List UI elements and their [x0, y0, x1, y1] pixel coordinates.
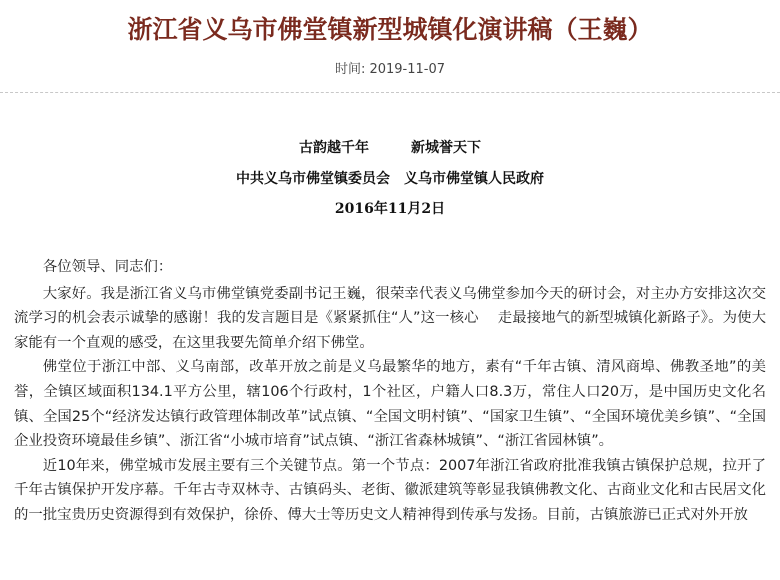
salutation: 各位领导、同志们：	[42, 259, 173, 275]
speech-organizations	[0, 169, 780, 189]
header-divider	[0, 92, 780, 93]
paragraph-development: 近10年来，佛堂城市发展主要有三个关键节点。第一个节点：2007年浙江省政府批准我镇古镇保护总规，拉开了千年古镇保护开发序幕。千年古寺双林寺、古镇码头、老街、徽派建筑等彰显我镇佛教文化、古商业文化和古民居文化的一批宝贵历史资源得到有效保护，徐侨、傅大士等历史文人精神得到传承与发扬。目前，古镇旅游已正式对外开放	[14, 457, 766, 523]
publish-time	[0, 60, 780, 80]
speech-body	[14, 255, 766, 528]
paragraph-intro: 大家好。我是浙江省义乌市佛堂镇党委副书记王巍，很荣幸代表义乌佛堂参加今天的研讨会，对主办方安排这次交流学习的机会表示诚挚的感谢！我的发言题目是《紧紧抓住“人”这一核心 走最接地气的新型城镇化新路子》。为使大家能有一个直观的感受，在这里我要先简单介绍下佛堂。	[14, 285, 766, 351]
org-town-government: 义乌市佛堂镇人民政府	[404, 171, 544, 187]
paragraph-overview: 佛堂位于浙江中部、义乌南部，改革开放之前是义乌最繁华的地方，素有“千年古镇、清风商埠、佛教圣地”的美誉，全镇区域面积134.1平方公里，辖106个行政村，1个社区，户籍人口8.3万，常住人口20万，是中国历史文化名镇、全国25个“经济发达镇行政管理体制改革”试点镇、“全国文明村镇”、“国家卫生镇”、“全国环境优美乡镇”、“全国企业投资环境最佳乡镇”、浙江省“小城市培育”试点镇、“浙江省森林城镇”、“浙江省园林镇”。	[14, 359, 766, 450]
slogan-left: 古韵越千年	[299, 140, 369, 156]
org-party-committee: 中共义乌市佛堂镇委员会	[236, 171, 390, 187]
publish-time-label: 时间:	[334, 62, 370, 77]
speech-slogan	[0, 138, 780, 158]
publish-time-value: 2019-11-07	[369, 62, 446, 77]
speech-date: 2016年11月2日	[334, 201, 446, 217]
article-title: 浙江省义乌市佛堂镇新型城镇化演讲稿（王巍）	[127, 15, 653, 44]
slogan-right: 新城誉天下	[411, 140, 481, 156]
